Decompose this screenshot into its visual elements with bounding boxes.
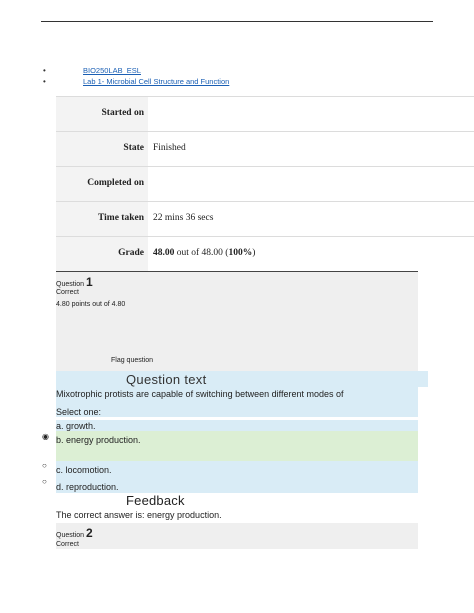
feedback-text: The correct answer is: energy production. — [56, 510, 222, 520]
bullet-icon: • — [43, 77, 46, 86]
flag-question-link[interactable]: Flag question — [111, 357, 154, 364]
summary-row-started — [56, 96, 474, 131]
bullet-icon: • — [43, 66, 46, 75]
radio-unselected-icon[interactable]: ○ — [42, 477, 47, 486]
summary-label: Grade — [118, 248, 144, 258]
radio-unselected-icon[interactable]: ○ — [42, 461, 47, 470]
grade-value: 48.00 out of 48.00 (100%) — [153, 248, 256, 258]
summary-label: Completed on — [87, 178, 144, 188]
question-status: Correct — [56, 289, 79, 296]
summary-value: 22 mins 36 secs — [153, 213, 214, 223]
question-status: Correct — [56, 541, 79, 548]
question-points: 4.80 points out of 4.80 — [56, 301, 126, 308]
breadcrumb-lab-link[interactable]: Lab 1- Microbial Cell Structure and Function — [83, 77, 230, 86]
option-label: c. locomotion. — [56, 465, 112, 475]
question-info-panel — [56, 271, 418, 371]
question-text-title: Question text — [126, 372, 207, 387]
summary-label: Time taken — [97, 213, 144, 223]
feedback-title: Feedback — [126, 493, 185, 508]
option-label: b. energy production. — [56, 435, 141, 445]
question-number: Question 2 — [56, 526, 93, 540]
option-row-a[interactable] — [56, 420, 418, 431]
radio-selected-icon[interactable]: ◉ — [42, 432, 49, 441]
attempt-summary-table — [56, 96, 474, 270]
summary-label: Started on — [101, 108, 144, 118]
question-text: Mixotrophic protists are capable of switching between different modes of — [56, 389, 344, 399]
select-one-label: Select one: — [56, 407, 102, 417]
summary-value: Finished — [153, 143, 186, 153]
summary-row-state — [56, 131, 474, 166]
question-number: Question 1 — [56, 275, 93, 289]
option-label: a. growth. — [56, 421, 96, 431]
question-text-header — [56, 371, 428, 387]
summary-row-grade — [56, 236, 474, 271]
summary-row-time — [56, 201, 474, 236]
option-label: d. reproduction. — [56, 482, 119, 492]
top-divider — [41, 21, 433, 22]
summary-row-completed — [56, 166, 474, 201]
breadcrumb-course-link[interactable]: BIO250LAB_ESL — [83, 66, 141, 75]
question-2-info-panel — [56, 523, 418, 549]
summary-label: State — [123, 143, 144, 153]
